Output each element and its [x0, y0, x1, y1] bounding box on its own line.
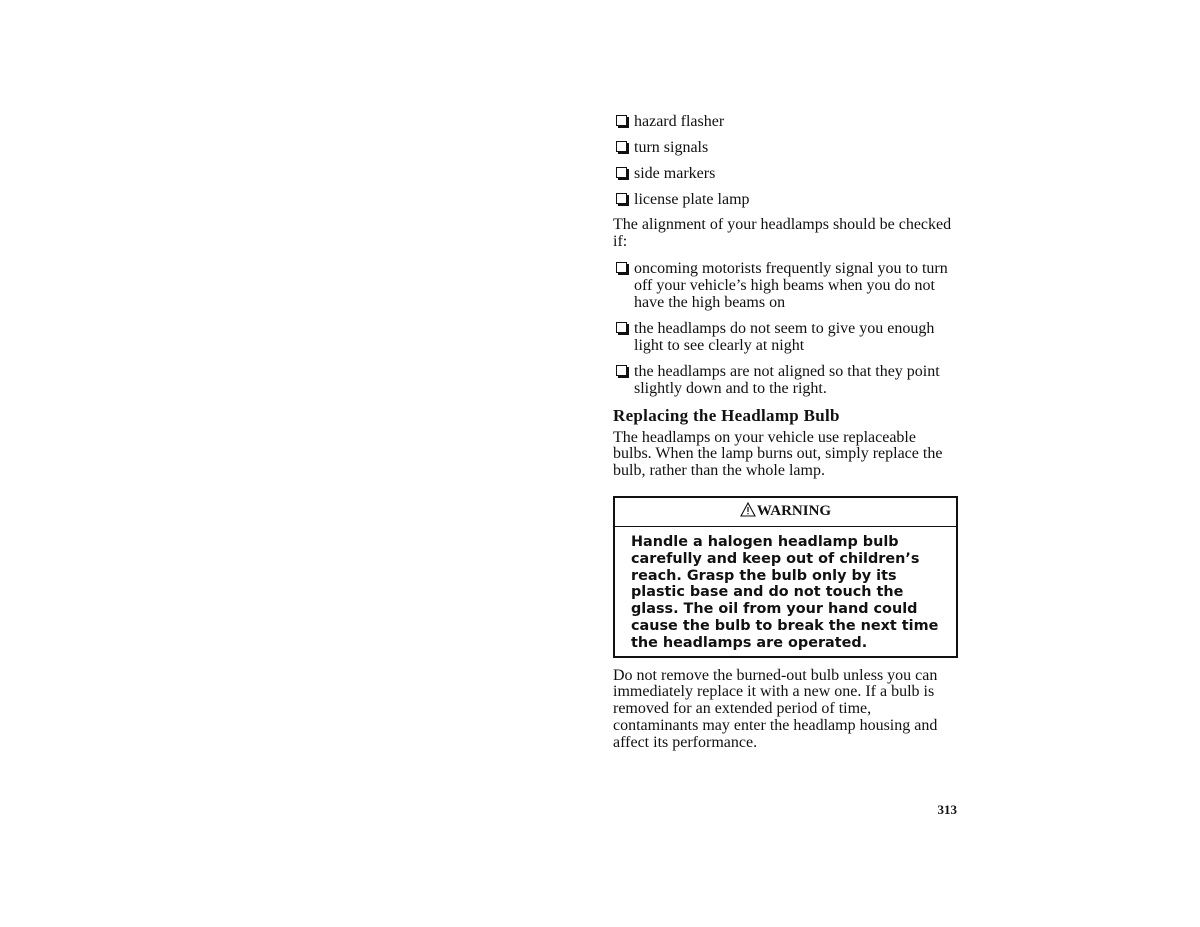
checklist-item-text: the headlamps are not aligned so that they point slightly down and to the right.: [634, 362, 940, 397]
checklist-item: [613, 113, 958, 130]
checklist-item-text: license plate lamp: [634, 191, 750, 208]
warning-text: Handle a halogen headlamp bulb carefully and keep out of children’s reach. Grasp the bulb only by its plastic base and do not touch the glass. The oil from your hand could cause the bulb to break the next time the headlamps are operated.: [631, 533, 939, 651]
section-heading: Replacing the Headlamp Bulb: [613, 405, 840, 425]
page-column: [613, 113, 958, 761]
checklist-item-text: the headlamps do not seem to give you enough light to see clearly at night: [634, 319, 935, 354]
warning-header: [615, 498, 956, 527]
checklist-item-text: turn signals: [634, 139, 709, 156]
checklist-item-text: side markers: [634, 165, 716, 182]
checklist-item: [613, 191, 958, 208]
checkbox-icon: [616, 115, 627, 126]
alignment-intro: The alignment of your headlamps should be checked if:: [613, 216, 952, 250]
page-number: 313: [937, 802, 957, 817]
checkbox-icon: [616, 193, 627, 204]
warning-box: [613, 496, 958, 658]
warning-triangle-icon: [740, 502, 756, 524]
checklist-item: [613, 165, 958, 182]
section-intro: The headlamps on your vehicle use replaceable bulbs. When the lamp burns out, simply replace the bulb, rather than the whole lamp.: [613, 428, 943, 480]
checkbox-icon: [616, 262, 627, 273]
checklist-item-text: oncoming motorists frequently signal you to turn off your vehicle’s high beams when you do not have the high beams on: [634, 259, 948, 311]
warning-title: WARNING: [756, 502, 832, 519]
checklist-item: [613, 260, 958, 311]
closing-paragraph: Do not remove the burned-out bulb unless you can immediately replace it with a new one. If a bulb is removed for an extended period of time, contaminants may enter the headlamp housing and affect its performance.: [613, 666, 938, 751]
checklist-item-text: hazard flasher: [634, 113, 725, 130]
checklist-item: [613, 139, 958, 156]
checklist-item: [613, 320, 958, 354]
checkbox-icon: [616, 322, 627, 333]
checkbox-icon: [616, 167, 627, 178]
checkbox-icon: [616, 365, 627, 376]
checkbox-icon: [616, 141, 627, 152]
checklist-item: [613, 363, 958, 397]
